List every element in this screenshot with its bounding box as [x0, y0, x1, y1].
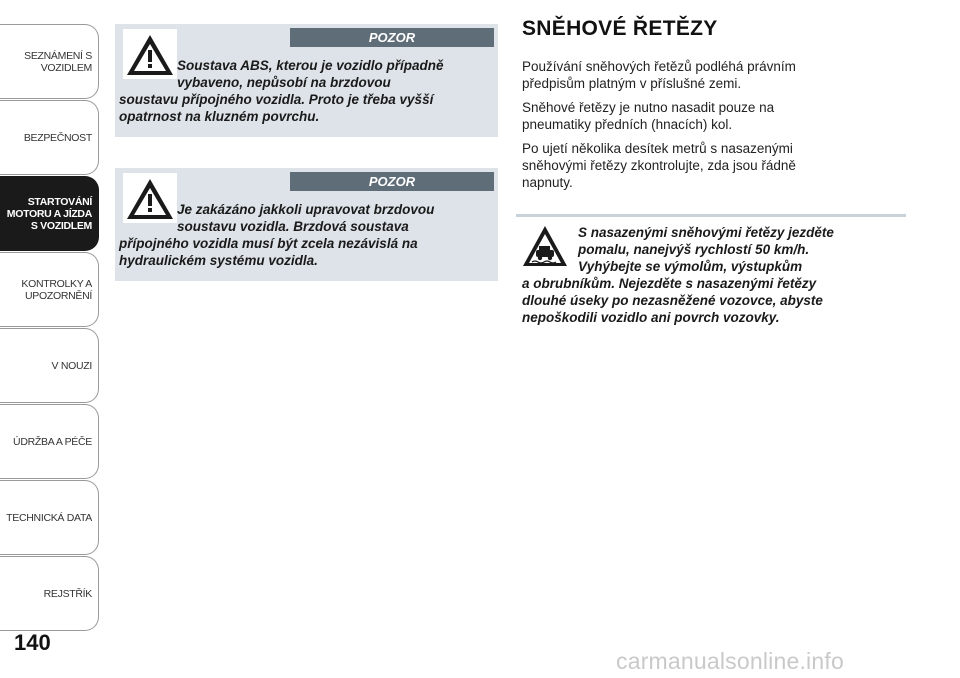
note-line: S nasazenými sněhovými řetězy jezděte — [578, 225, 834, 240]
paragraph — [522, 58, 912, 92]
divider — [516, 214, 906, 217]
note-text — [522, 224, 902, 326]
tab-v-nouzi[interactable] — [0, 328, 99, 403]
tab-label: SEZNÁMENÍ S VOZIDLEM — [24, 49, 92, 74]
paragraph-line: sněhovými řetězy zkontrolujte, zda jsou řádně — [522, 158, 796, 173]
warning-line: vybaveno, nepůsobí na brzdovou — [177, 75, 391, 90]
tab-seznameni[interactable] — [0, 24, 99, 99]
warning-line: přípojného vozidla musí být zcela nezávislá na — [119, 236, 418, 251]
tab-kontrolky[interactable] — [0, 252, 99, 327]
tab-label: ÚDRŽBA A PÉČE — [13, 435, 92, 448]
tab-label: KONTROLKY A UPOZORNĚNÍ — [21, 277, 92, 302]
watermark: carmanualsonline.info — [616, 648, 844, 674]
tab-technicka-data[interactable] — [0, 480, 99, 555]
paragraph-line: předpisům platným v příslušné zemi. — [522, 76, 742, 91]
tab-label: BEZPEČNOST — [23, 131, 92, 144]
tab-startovani[interactable] — [0, 176, 99, 251]
warning-line: Soustava ABS, kterou je vozidlo případně — [177, 58, 444, 73]
note-line: pomalu, nanejvýš rychlostí 50 km/h. — [578, 242, 810, 257]
paragraph-line: pneumatiky předních (hnacích) kol. — [522, 117, 733, 132]
note-line: a obrubníkům. Nejezděte s nasazenými řetězy — [522, 276, 817, 291]
warning-box-abs — [115, 24, 498, 137]
warning-text — [119, 201, 492, 269]
note-line: Vyhýbejte se výmolům, výstupkům — [578, 259, 803, 274]
warning-line: hydraulickém systému vozidla. — [119, 253, 318, 268]
tab-label: STARTOVÁNÍ MOTORU A JÍZDA S VOZIDLEM — [6, 195, 92, 232]
warning-line: soustavu přípojného vozidla. Proto je třeba vyšší — [119, 92, 434, 107]
paragraph-line: Sněhové řetězy je nutno nasadit pouze na — [522, 100, 775, 115]
tab-label: TECHNICKÁ DATA — [6, 511, 92, 524]
paragraph-line: Používání sněhových řetězů podléhá právním — [522, 59, 796, 74]
tab-udrzba[interactable] — [0, 404, 99, 479]
tab-label: REJSTŘÍK — [43, 587, 92, 600]
note-line: nepoškodili vozidlo ani povrch vozovky. — [522, 310, 780, 325]
warning-line: Je zakázáno jakkoli upravovat brzdovou — [177, 202, 435, 217]
warning-text — [119, 57, 492, 125]
warning-line: opatrnost na kluzném povrchu. — [119, 109, 320, 124]
paragraph — [522, 99, 912, 133]
warning-box-brakes — [115, 168, 498, 281]
tab-label: V NOUZI — [51, 359, 92, 372]
paragraph-line: napnuty. — [522, 175, 573, 190]
paragraph — [522, 140, 912, 191]
warning-heading: POZOR — [290, 172, 494, 191]
tab-rejstrik[interactable] — [0, 556, 99, 631]
section-title: SNĚHOVÉ ŘETĚZY — [522, 17, 718, 40]
warning-heading: POZOR — [290, 28, 494, 47]
tab-bezpecnost[interactable] — [0, 100, 99, 175]
paragraph-line: Po ujetí několika desítek metrů s nasazenými — [522, 141, 793, 156]
warning-line: soustavu vozidla. Brzdová soustava — [177, 219, 409, 234]
page-number: 140 — [14, 630, 51, 655]
note-line: dlouhé úseky po nezasněžené vozovce, abyste — [522, 293, 823, 308]
